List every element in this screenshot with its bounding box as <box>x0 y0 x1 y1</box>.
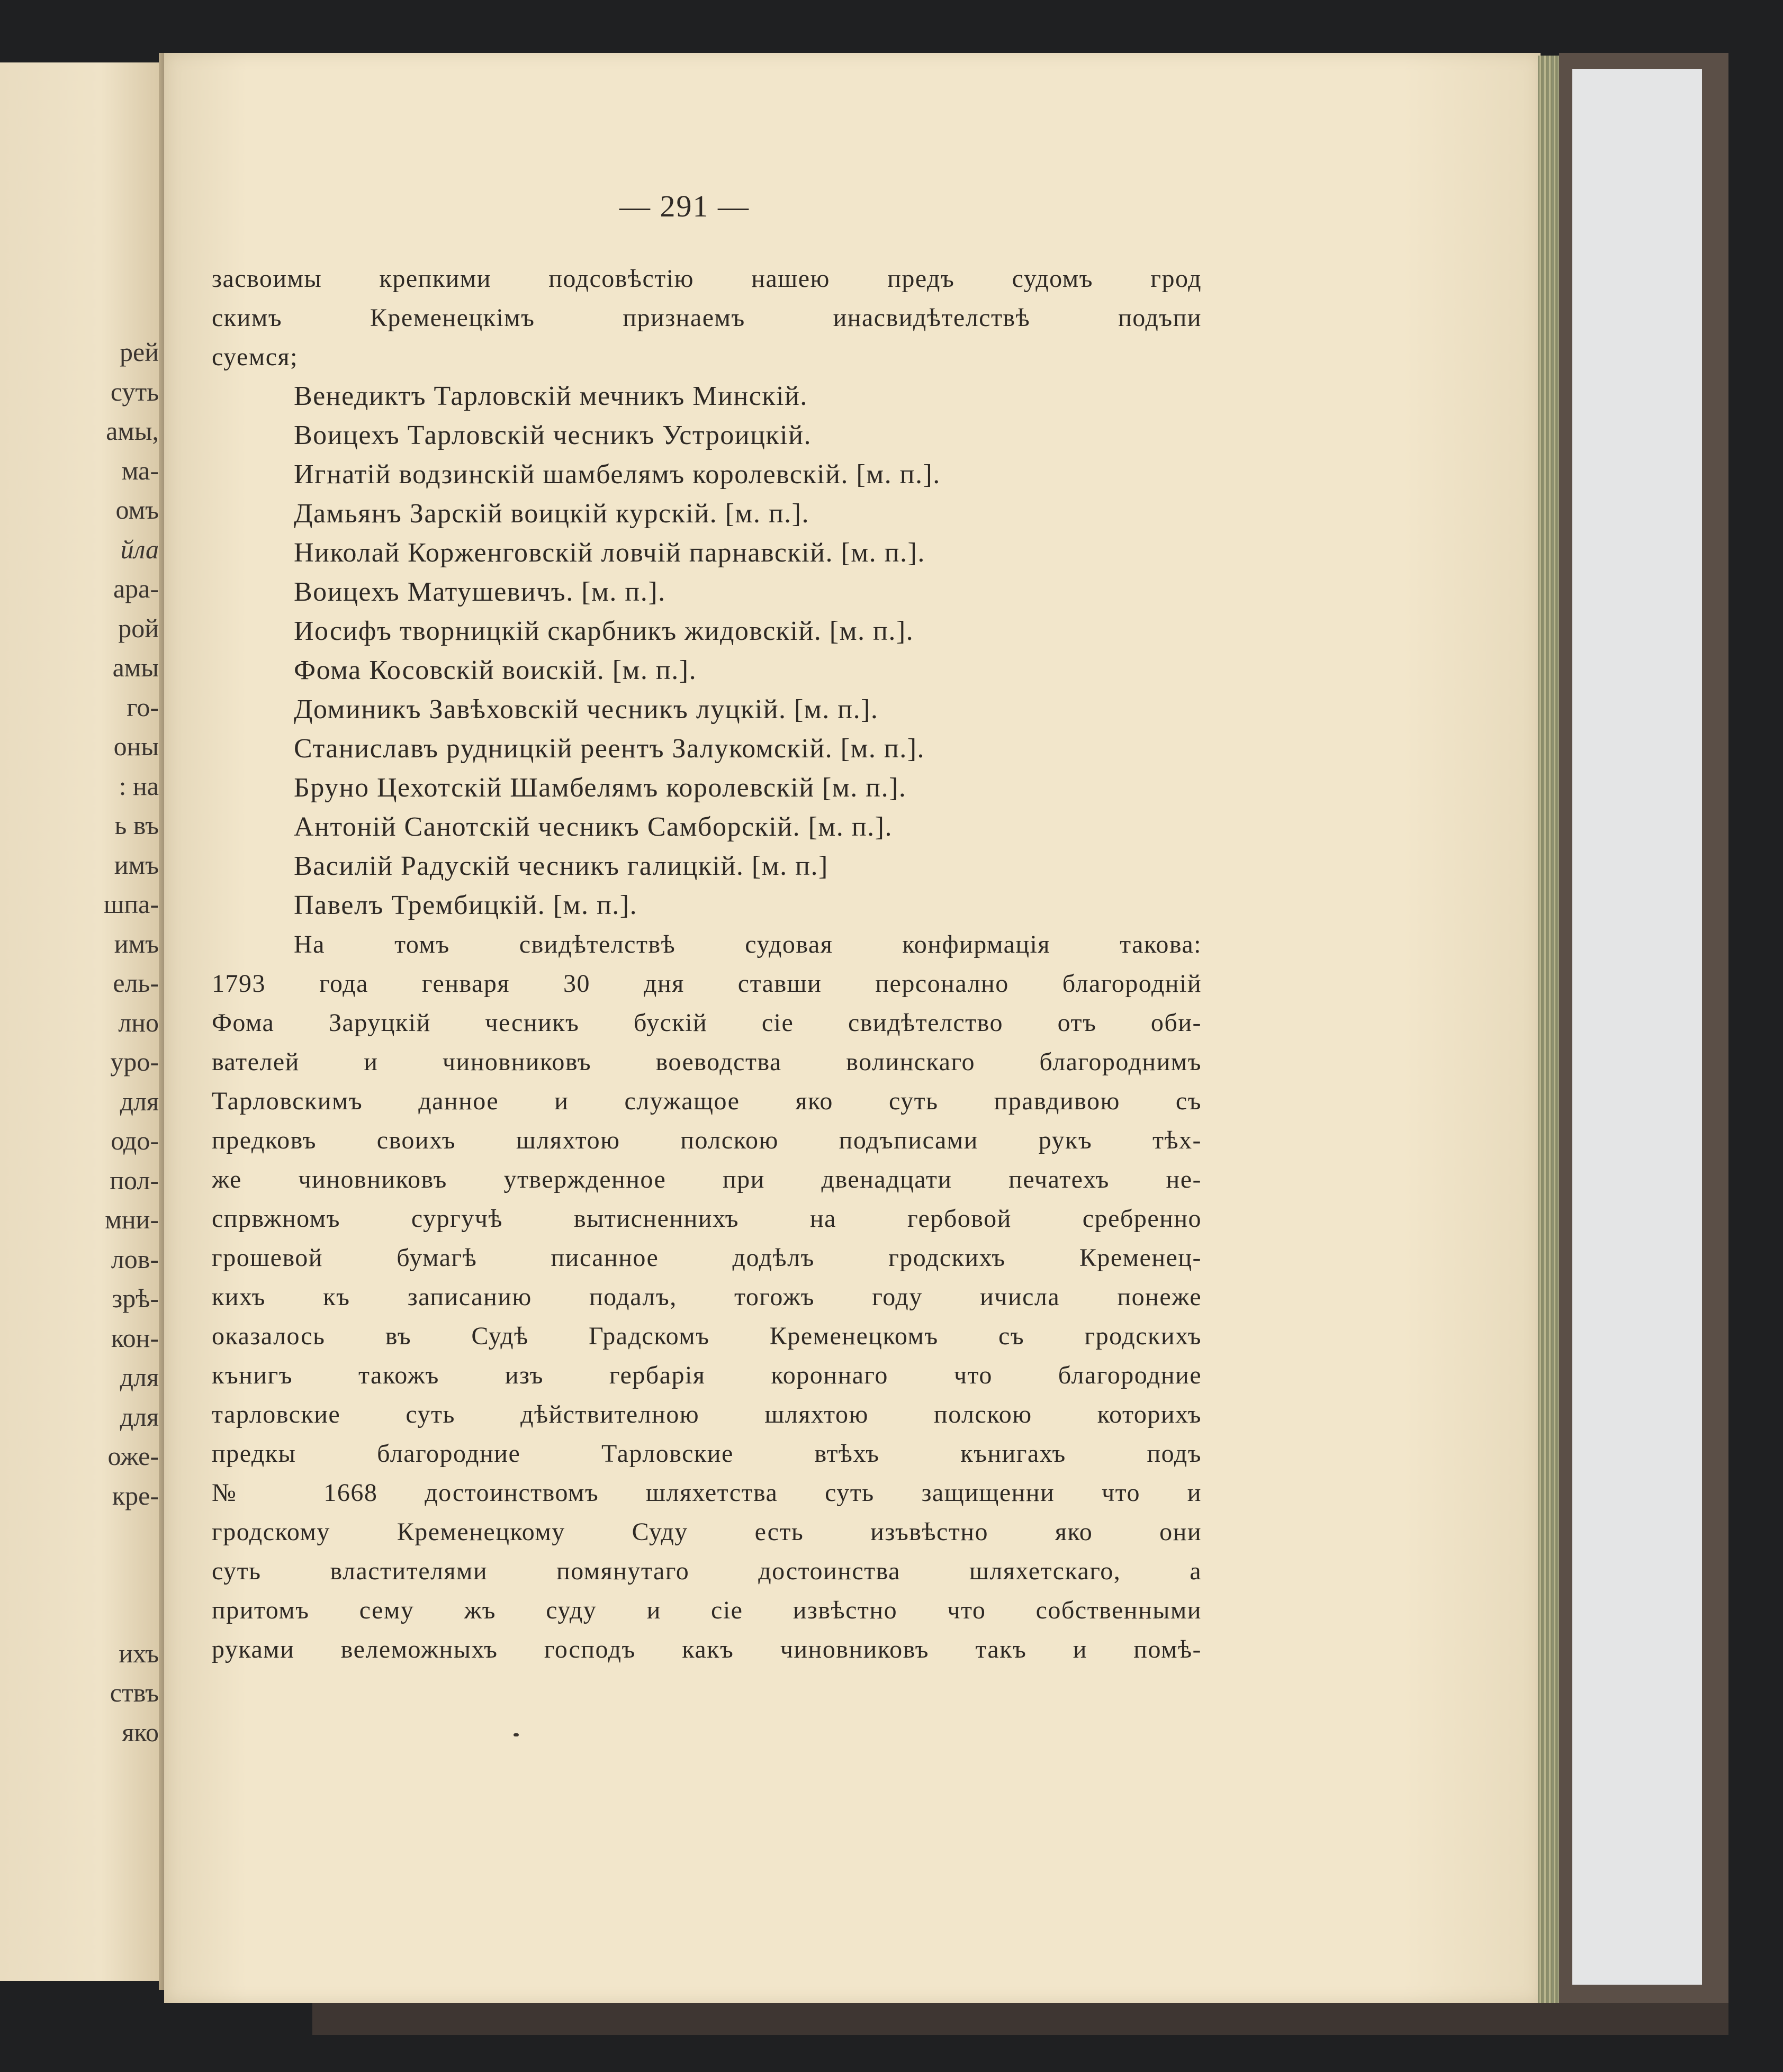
previous-page-line: амы, <box>106 416 159 446</box>
text-line: На томъ свидѣтелствѣ судовая конфирмація такова: <box>294 930 1202 958</box>
text-line: суемся; <box>212 343 298 371</box>
previous-page-line: суть <box>110 376 159 406</box>
text-line: суть властителями помянутаго достоинства шляхетскаго, а <box>212 1557 1202 1585</box>
signature-line: Иосифъ творницкій скарбникъ жидовскій. [м. п.]. <box>294 616 914 646</box>
book-bottom-shadow <box>312 2003 1728 2035</box>
previous-page-line: го- <box>127 692 159 722</box>
text-line: спрвжномъ сургучѣ вытисненнихъ на гербовой сребренно <box>212 1205 1202 1233</box>
text-line: предкы благородние Тарловские втѣхъ кънигахъ подъ <box>212 1440 1202 1468</box>
page-number: — 291 — <box>619 189 750 223</box>
signature-line: Воицехъ Тарловскій чесникъ Устроицкій. <box>294 420 812 450</box>
signature-list <box>212 377 1202 925</box>
text-line: Тарловскимъ данное и служащое яко суть правдивою съ <box>212 1087 1202 1115</box>
previous-page-text <box>0 332 159 1752</box>
previous-page-line: рей <box>120 337 159 367</box>
previous-page-line: йла <box>120 534 159 564</box>
previous-page-line <box>0 1515 159 1555</box>
ink-speck <box>514 1733 519 1736</box>
text-line: притомъ сему жъ суду и сіе извѣстно что собственными <box>212 1596 1202 1624</box>
text-line: скимъ Кременецкімъ признаемъ инасвидѣтелствѣ подъпи <box>212 304 1202 332</box>
previous-page-line: оны <box>113 731 159 761</box>
signature-line: Дамьянъ Зарскій воицкій курскій. [м. п.]. <box>294 499 809 529</box>
previous-page-line: мни- <box>105 1205 159 1234</box>
previous-page-line <box>0 1555 159 1595</box>
signature-line: Николай Корженговскій ловчій парнавскій. [м. п.]. <box>294 538 925 568</box>
signature-line: Антоній Санотскій чесникъ Самборскій. [м. п.]. <box>294 812 893 842</box>
previous-page-line: кре- <box>112 1480 159 1510</box>
text-line: засвоимы крепкими подсовѣстію нашею предъ судомъ грод <box>212 265 1202 293</box>
confirmation-paragraph <box>212 925 1202 1669</box>
previous-page-line: омъ <box>115 495 159 524</box>
page-text <box>212 259 1202 1669</box>
previous-page-line: для <box>120 1401 159 1432</box>
text-line: оказалось въ Судѣ Градскомъ Кременецкомъ съ гродскихъ <box>212 1322 1202 1350</box>
text-line: кънигъ такожъ изъ гербарія короннаго что благородние <box>212 1361 1202 1389</box>
previous-page-line: имъ <box>114 849 159 880</box>
text-line: Фома Заруцкій чесникъ бускій сіе свидѣтелство отъ оби- <box>212 1009 1202 1037</box>
cover-endpaper <box>1572 69 1702 1985</box>
previous-page-line: ара- <box>113 574 159 603</box>
previous-page-line: ма- <box>121 455 159 485</box>
previous-page-line: яко <box>122 1717 159 1747</box>
previous-page-line: ь въ <box>114 810 159 840</box>
previous-page-line: лов- <box>111 1244 159 1274</box>
previous-page-line: лно <box>118 1007 159 1037</box>
previous-page-line: кон- <box>111 1323 159 1353</box>
previous-page-line: для <box>120 1086 159 1116</box>
previous-page-line: рой <box>118 613 159 643</box>
signature-line: Доминикъ Завѣховскій чесникъ луцкій. [м. п.]. <box>294 694 879 725</box>
previous-page-line: одо- <box>111 1126 159 1155</box>
previous-page-line <box>0 1594 159 1634</box>
previous-page-line: имъ <box>114 928 159 958</box>
previous-page-line: оже- <box>107 1441 159 1471</box>
text-line: предковъ своихъ шляхтою полскою подъписами рукъ тѣх- <box>212 1126 1202 1154</box>
previous-page-line: ствъ <box>110 1678 159 1707</box>
previous-page-line: зрѣ- <box>112 1283 159 1313</box>
previous-page-line: уро- <box>110 1047 159 1076</box>
page-edges <box>1538 56 1562 2003</box>
previous-page-line: ель- <box>113 968 159 998</box>
previous-page-line: : на <box>119 771 159 801</box>
text-line: тарловские суть дѣйствителною шляхтою полскою которихъ <box>212 1400 1202 1428</box>
signature-line: Игнатій водзинскій шамбелямъ королевскій. [м. п.]. <box>294 459 941 490</box>
signature-line: Венедиктъ Тарловскій мечникъ Минскій. <box>294 381 808 411</box>
signature-line: Бруно Цехотскій Шамбелямъ королевскій [м. п.]. <box>294 773 907 803</box>
previous-page-line: пол- <box>110 1165 159 1195</box>
previous-page <box>0 62 168 1981</box>
signature-line: Станиславъ рудницкій реентъ Залукомскій. [м. п.]. <box>294 734 925 764</box>
text-line: № 1668 достоинствомъ шляхетства суть защищенни что и <box>212 1479 1202 1507</box>
opening-paragraph <box>212 259 1202 377</box>
previous-page-line: амы <box>112 653 159 682</box>
text-line: же чиновниковъ утвержденное при двенадцати печатехъ не- <box>212 1165 1202 1193</box>
signature-line: Василій Радускій чесникъ галицкій. [м. п.] <box>294 851 829 881</box>
signature-line: Воицехъ Матушевичъ. [м. п.]. <box>294 577 666 607</box>
previous-page-line: шпа- <box>103 889 159 919</box>
signature-line: Павелъ Трембицкій. [м. п.]. <box>294 890 638 920</box>
signature-line: Фома Косовскій воискій. [м. п.]. <box>294 655 697 685</box>
previous-page-line: для <box>120 1362 159 1392</box>
text-line: кихъ къ записанию подалъ, тогожъ году ичисла понеже <box>212 1283 1202 1311</box>
text-line: вателей и чиновниковъ воеводства волинскаго благороднимъ <box>212 1048 1202 1076</box>
text-line: 1793 года генваря 30 дня ставши персонално благороднiй <box>212 970 1202 998</box>
text-line: грошевой бумагѣ писанное додѣлъ гродскихъ Кременец- <box>212 1244 1202 1272</box>
previous-page-line: ихъ <box>119 1638 159 1668</box>
text-line: руками велеможныхъ господъ какъ чиновниковъ такъ и помѣ- <box>212 1635 1202 1663</box>
text-line: гродскому Кременецкому Суду есть изъвѣстно яко они <box>212 1518 1202 1546</box>
